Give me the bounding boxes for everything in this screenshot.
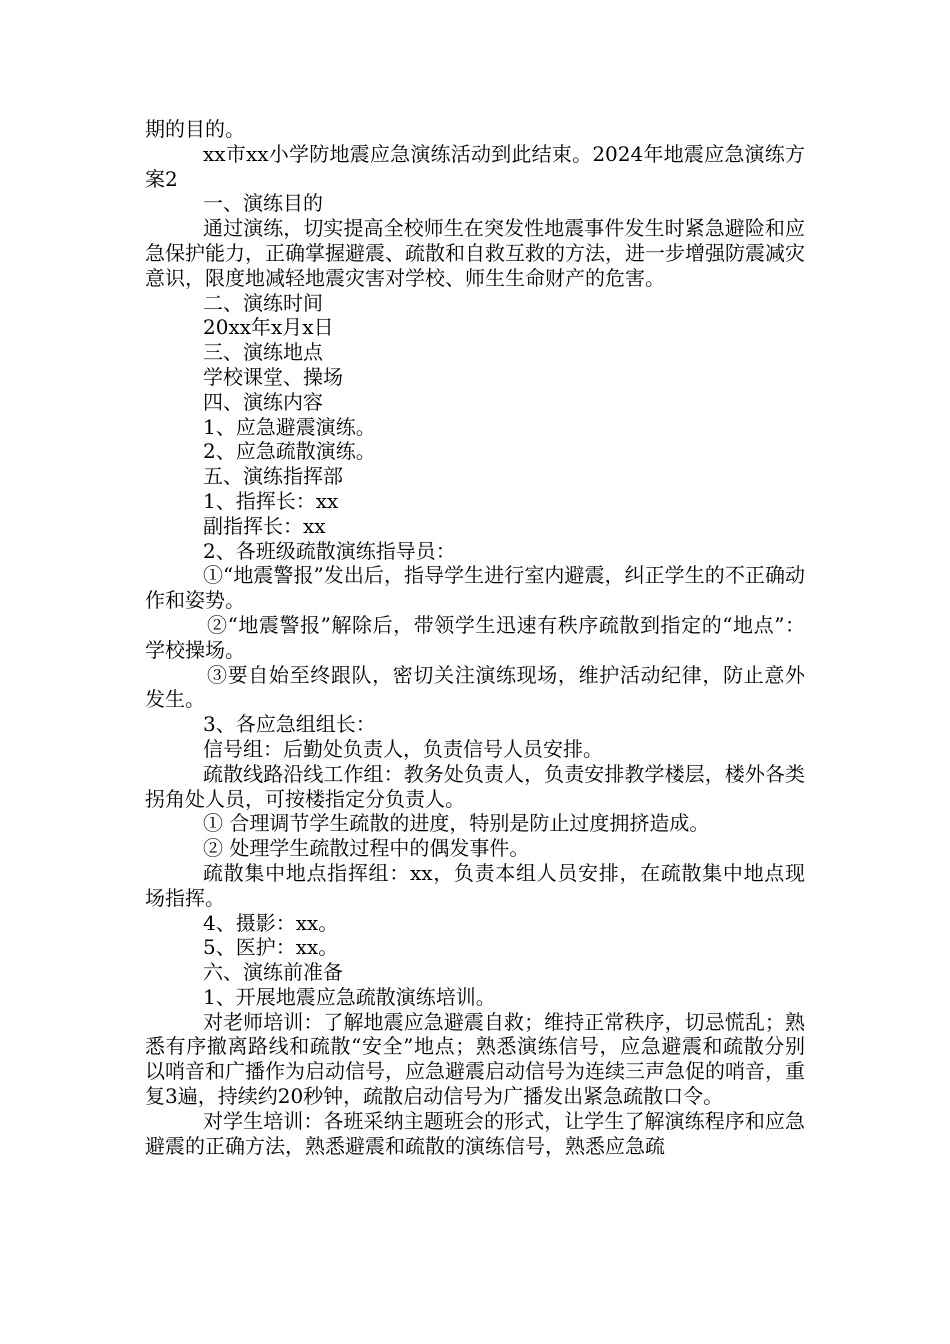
list-item: 4、摄影：xx。: [203, 910, 339, 935]
section-heading: 四、演练内容: [203, 389, 323, 414]
list-item: 3、各应急组组长：: [203, 712, 376, 737]
paragraph: 副指挥长：xx: [203, 513, 326, 538]
paragraph: 学校课堂、操场: [203, 364, 343, 389]
paragraph: 疏散集中地点指挥组：xx，负责本组人员安排，在疏散集中地点现场指挥。: [145, 860, 805, 910]
list-item: 1、指挥长：xx: [203, 488, 339, 513]
section-heading: 六、演练前准备: [203, 960, 343, 985]
section-heading: 二、演练时间: [203, 290, 323, 315]
list-item: ① 合理调节学生疏散的进度，特别是防止过度拥挤造成。: [203, 811, 710, 836]
list-item: 1、开展地震应急疏散演练培训。: [203, 984, 496, 1009]
paragraph: 对学生培训：各班采纳主题班会的形式，让学生了解演练程序和应急避震的正确方法，熟悉避震和疏散的演练信号，熟悉应急疏: [145, 1108, 805, 1158]
list-item: ③要自始至终跟队，密切关注演练现场，维护活动纪律，防止意外发生。: [145, 662, 805, 712]
paragraph: 信号组：后勤处负责人，负责信号人员安排。: [203, 736, 603, 761]
list-item: 1、应急避震演练。: [203, 414, 376, 439]
list-item: ② 处理学生疏散过程中的偶发事件。: [203, 836, 530, 861]
paragraph: 通过演练，切实提高全校师生在突发性地震事件发生时紧急避险和应急保护能力，正确掌握避震、疏散和自救互救的方法，进一步增强防震减灾意识，限度地减轻地震灾害对学校、师生生命财产的危害。: [145, 216, 805, 290]
section-heading: 三、演练地点: [203, 340, 323, 365]
paragraph: 期的目的。: [145, 117, 245, 141]
section-heading: 一、演练目的: [203, 191, 323, 216]
list-item: ②“地震警报”解除后，带领学生迅速有秩序疏散到指定的“地点”：学校操场。: [145, 612, 805, 662]
list-item: 2、各班级疏散演练指导员：: [203, 538, 456, 563]
document-body: [145, 117, 805, 1158]
list-item: 5、医护：xx。: [203, 935, 339, 960]
list-item: ①“地震警报”发出后，指导学生进行室内避震，纠正学生的不正确动作和姿势。: [145, 563, 805, 613]
paragraph: xx市xx小学防地震应急演练活动到此结束。2024年地震应急演练方案2: [145, 141, 805, 191]
paragraph: 疏散线路沿线工作组：教务处负责人，负责安排教学楼层，楼外各类拐角处人员，可按楼指定分负责人。: [145, 761, 805, 811]
list-item: 2、应急疏散演练。: [203, 439, 376, 464]
paragraph: 20xx年x月x日: [203, 315, 334, 340]
paragraph: 对老师培训：了解地震应急避震自救；维持正常秩序，切忌慌乱；熟悉有序撤离路线和疏散“安全”地点；熟悉演练信号，应急避震和疏散分别以哨音和广播作为启动信号，应急避震启动信号为连续三声急促的哨音，重复3遍，持续约20秒钟，疏散启动信号为广播发出紧急疏散口令。: [145, 1009, 805, 1109]
section-heading: 五、演练指挥部: [203, 464, 343, 489]
